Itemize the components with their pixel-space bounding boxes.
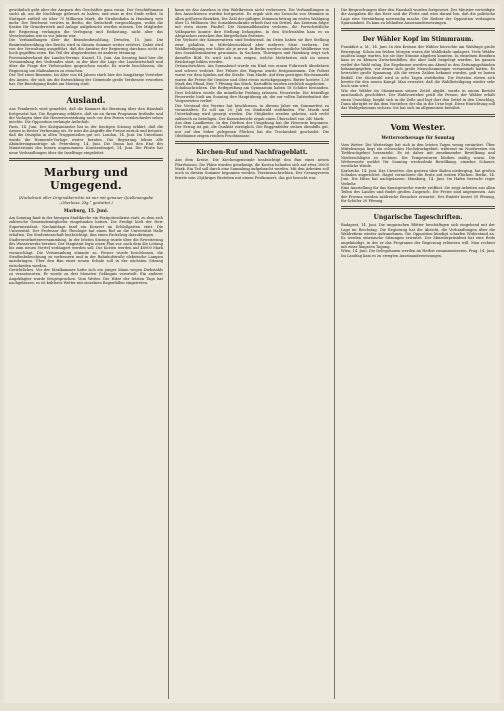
article-text: Karlsruhe, 14. Juni. Das Unwetter, das gestern über Baden niederging, hat großen Schaden angerichtet. Hagel vernichtete die Ernte auf weiten Flächen. Berlin, 14. Juni. Die Hitze hat nachgelassen. Hamburg, 14. Juni. Im Hafen herrscht reger Verkehr. xyxy=(341,168,495,186)
section-heading-marburg: Marburg und Umgegend. xyxy=(44,165,128,192)
article-text: Aus dem Landkreise. In den Dörfern der Umgebung hat die Heuernte begonnen. Der Ertrag ist gut, die Qualität vorzüglich. Die Roggenfelder stehen ebenfalls gut, nur auf den höher gelegenen Flächen hat die Trockenheit geschadet. Die Obstbäume zeigen reichen Fruchtansatz. xyxy=(175,120,329,138)
article-text: Der Tod eines Beamten. Im Alter von 64 Jahren starb hier der langjährige Vorsteher des Amtes, der sich um die Entwicklung der Gemeinde große Verdienste erworben hat. Die Beerdigung findet am Montag statt. xyxy=(9,73,163,86)
article-text: Die Verluste der Konservativen sind bedeutend. Im Osten haben sie ihre Stellung zwar gehalten, in Mitteldeutschland aber mehrere Sitze verloren. Die Wahlbeteiligung war höher als je zuvor. In Berlin wurden sämtliche Wahlkreise von den Sozialdemokraten gewonnen. In Sachsen, Thüringen und Hamburg zeigt sich dasselbe Bild. Es wird sich nun zeigen, welche Mehrheiten sich im neuen Reichstage bilden werden. xyxy=(175,38,329,65)
weather-subhead: Wettervorhersage für Sonntag xyxy=(381,135,455,141)
article-text: Aus Frankreich wird gemeldet, daß die Kammer die Beratung über den Haushalt fortgesetzt hat. Die Regierung erklärte, daß sie an ihrem Programm festhalte und die Vorlagen über die Heeresverstärkung noch vor den Ferien verabschiedet sehen möchte. Die Opposition verlangte Aufschub. xyxy=(9,107,163,125)
section-heading-reichstag: Der Wähler Kopf im Stimmraum. xyxy=(362,36,474,44)
article-text: Provinzialverband der Landes-Vereins. Kassel, 15. Juni. Am Sonntag fand hier die Versammlung des Verbandes statt, in der über die Lage der Landwirtschaft und über die Frage der Viehseuchen gesprochen wurde. Es wurde beschlossen, die Regierung um Maßnahmen zu ersuchen. xyxy=(9,55,163,73)
dateline: Marburg, 15. Juni. xyxy=(63,208,109,214)
article-text: Vom Wetter. Die Wetterlage hat sich in den letzten Tagen wenig verändert. Über Mitteleuropa liegt ein schwaches Hochdruckgebiet, während im Nordwesten ein Tiefdruckgebiet heranzieht. Es ist daher mit zunehmender Bewölkung und Niederschlägen zu rechnen. Die Temperaturen bleiben mäßig warm. Die Wetterwarte meldet für Sonntag wechselnde Bewölkung, einzelne Schauer, westliche Winde. xyxy=(341,142,495,169)
article-text: Schulnachrichten. Die Reifeprüfung am Gymnasium haben 18 Schüler bestanden. Drei Schülern wurde die mündliche Prüfung erlassen. Feuerwehr. Die freiwillige Feuerwehr hielt am Sonntag ihre Hauptübung ab, die zur vollen Zufriedenheit der Vorgesetzten verlief. xyxy=(175,86,329,104)
newspaper-page xyxy=(4,4,500,703)
section-heading-ausland: Ausland. xyxy=(66,95,106,106)
divider xyxy=(175,141,329,144)
article-text: Aus dem Kreise. Die Kirchengemeinde beabsichtigt den Bau eines neuen Pfarrhauses. Die Pläne wurden genehmigt, die Kosten belaufen sich auf etwa 30000 Mark. Ein Teil soll durch eine Sammlung aufgebracht werden. Mit den Arbeiten soll noch in diesem Sommer begonnen werden. Vereinsnachrichten. Der Gesangverein feierte sein 25jähriges Bestehen mit einem Festkonzert, das gut besucht war. xyxy=(175,158,329,180)
article-text: Stadtverordnetenversammlung. In der letzten Sitzung wurde über die Erweiterung des Wasserwerks beraten. Der Magistrat legte einen Plan vor, nach dem die Leitung bis zum neuen Viertel verlängert werden soll. Die Kosten werden auf 48000 Mark veranschlagt. Die Versammlung stimmte zu. Ferner wurde beschlossen, die Straßenbeleuchtung zu verbessern und in der Bahnhofstraße elektrische Lampen anzubringen. Über den Bau einer neuen Schule soll in der nächsten Sitzung entschieden werden. xyxy=(9,237,163,268)
article-text: Am Sonntag fand in der hiesigen Stadtkirche ein Festgottesdienst statt, zu dem sich zahlreiche Gemeindemitglieder eingefunden hatten. Die Predigt hielt der Herr Superintendent. Nachmittags fand ein Konzert im Schloßgarten statt. Die Universität. Der Professor der Theologie hat einen Ruf an die Universität Halle erhalten. Die Studentenschaft beabsichtigt, ihm einen Fackelzug darzubringen. xyxy=(9,215,163,238)
article-text: Die Besprechungen über den Haushalt wurden fortgesetzt. Der Minister verteidigte die Ausgaben für das Heer und die Flotte und wies darauf hin, daß die politische Lage eine Verstärkung notwendig mache. Die Redner der Opposition verlangten Sparsamkeit. Es kam zu lebhaften Auseinandersetzungen. xyxy=(341,8,495,26)
article-text: Der Vorstand des Vereins hat beschlossen, in diesem Jahre ein Sommerfest zu veranstalten. Es soll am 20. Juli im Stadtwald stattfinden. Für Musik und Unterhaltung wird gesorgt werden. Die Mitglieder werden gebeten, sich recht zahlreich zu beteiligen. Der Kassenbericht ergab einen Überschuß von 240 Mark. xyxy=(175,103,329,121)
column-1 xyxy=(9,8,169,699)
divider xyxy=(341,28,495,31)
section-heading-kirchen: Kirchen-Ruf und Nachfrageblatt. xyxy=(196,149,308,157)
article-text: Paris, 14. Juni. Der Kriegsminister hat in der heutigen Sitzung erklärt, daß die Armee in bester Verfassung sei. Er wies die Angriffe der Presse zurück und betonte, daß die Disziplin in allen Truppenteilen gut sei. London, 14. Juni. Im Unterhaus wurde die Homerule-Vorlage weiter beraten. Die Regierung lehnte alle Abänderungsanträge ab. Petersburg, 14. Juni. Die Duma hat den Etat des Ministeriums des Innern angenommen. Konstantinopel, 14. Juni. Die Pforte hat neue Verhandlungen über die Inselfrage eingeleitet. xyxy=(9,124,163,155)
divider xyxy=(341,206,495,209)
divider xyxy=(341,114,495,117)
article-text: Budapest, 14. Juni. Die ungarischen Blätter beschäftigen sich eingehend mit der Lage im Reichstag. Die Regierung hat die Absicht, die Verhandlungen über die Wahlreform wieder aufzunehmen. Die Opposition kündigt scharfen Widerstand an. Es werden stürmische Sitzungen erwartet. Der Ministerpräsident hat eine Rede angekündigt, in der er das Programm der Regierung erläutern will. Man rechnet mit einer längeren Tagung. xyxy=(341,223,495,250)
column-3 xyxy=(341,8,495,699)
article-text: Ortsnachrichten. Am Sonnabend wurde ein Kind von einem Fuhrwerk überfahren und schwer verletzt. Der Führer des Wagens wurde festgenommen. Die Polizei warnt vor dem Spielen auf der Straße. Vom Markt. Auf dem gestrigen Wochenmarkt waren die Preise für Gemüse und Obst etwas zurückgegangen. Butter kostete 1,30 Mark das Pfund, Eier 7 Pfennig das Stück. Kartoffeln wurden reichlich angeboten. xyxy=(175,64,329,86)
article-text: Die Verhandlungen über die Beamtenbesoldung, Dresden, 15. Juni. Die Beamtenbesoldung des Reichs wird in diesem Sommer weiter erörtert. Dabei wird von der Verwaltung ausgeführt, daß die Ansätze der Regierung durchaus nicht zu hoch gegriffen seien. Ein Teil der Abgeordneten ist anderer Meinung. xyxy=(9,38,163,56)
article-text: Frankfurt a. M., 14. Juni. In den Kreisen der Wähler herrschte am Wahltage große Bewegung. Schon am frühen Morgen waren die Wahllokale umlagert. Viele Wähler mußten lange warten, bis sie ihre Stimme abgeben konnten. In einzelnen Bezirken kam es zu kleinen Zwischenfällen, die aber bald beigelegt wurden. Im ganzen verlief die Wahl ruhig. Die Ergebnisse wurden am Abend in den Zeitungsgebäuden bekanntgegeben, vor denen sich große Menschenmengen versammelt hatten. Es herrschte große Spannung. Als die ersten Zahlen bekannt wurden, gab es lauten Beifall. Die Stichwahl wird in acht Tagen stattfinden. Die Parteien rüsten sich bereits für den neuen Kampf. Man erwartet, daß die Wahlbeteiligung wieder sehr hoch sein wird. xyxy=(341,45,495,89)
divider xyxy=(9,158,163,161)
article-text: Wien, 14. Juni. Die Delegationen werden im Herbst zusammentreten. Prag, 14. Juni. Im Landtag kam es zu erregten Auseinandersetzungen. xyxy=(341,249,495,258)
article-text: Gerichtliches. Vor der Strafkammer hatte sich ein junger Mann wegen Diebstahls zu verantworten. Er wurde zu drei Monaten Gefängnis verurteilt. Ein anderer Angeklagter wurde freigesprochen. Vom Wetter. Die Hitze der letzten Tage hat nachgelassen; es ist kühleres Wetter mit einzelnen Regenfällen eingetreten. xyxy=(9,268,163,286)
article-text: kann sie das Ansehen in den Wahlkreisen nicht verbessern. Die Verhandlungen in den Ausschüssen wurden fortgesetzt. Es ergab sich ein Zuwachs von Stimmen in allen größeren Bezirken. Die Zahl der gültigen Stimmen betrug im ersten Wahlgang über 12 Millionen. Die Sozialdemokratie erhielt fast ein Drittel, das Zentrum folgte mit etwa einem Fünftel. Die Nationalliberalen verloren, die Fortschrittliche Volkspartei konnte ihre Stellung behaupten. In den Stichwahlen kam es zu Absprachen zwischen den bürgerlichen Parteien. xyxy=(175,8,329,39)
column-2 xyxy=(175,8,335,699)
section-heading-wetter: Vom Wester. xyxy=(390,121,446,132)
article-text: gewöhnlich geht aber der Ansporn des Geschäftes ganz voran. Der Geschäftsmann sucht ab, um die Nachfrage gefreuet zu halten, und zwar in der Stadt selbst. In Stuttgart entließ sie über 75 Millionen Mark, die Straßenbahn in Hamburg weit mehr. Der Reichsrat verwies in Berlin, die Zeitschrift vorgeschlagen, wobei die Kosten für Grunderwerb und Anlage aufgebracht werden müssen. Die Mitglieder der Regierung verlangen die Verlegung und Entlastung, nicht aber das Verschwinden wie es vor Jahren war. xyxy=(9,8,163,39)
section-heading-ungarisch: Ungarische Tageschriften. xyxy=(373,214,463,222)
reprint-notice: (Nachdruck aller Originalberichte ist nur mit genauer Quellenangabe „Oberhess. Ztg.“ gestattet.) xyxy=(18,194,154,205)
divider xyxy=(9,89,163,90)
article-text: Eine Ausstellung für das Kunstgewerbe wurde eröffnet. Sie zeigt Arbeiten aus allen Teilen des Landes und findet großen Zuspruch. Die Preise sind angemessen. Aus der Provinz werden zahlreiche Besucher erwartet. Der Eintritt kostet 50 Pfennig, für Schüler 20 Pfennig. xyxy=(341,185,495,203)
article-text: Wie der Wähler im Stimmraum seinen Zettel abgibt, wurde in einem Bericht anschaulich geschildert. Der Wahlvorsteher prüft die Person, der Wähler erhält einen Umschlag, begibt sich in die Zelle und legt dort den Zettel in den Umschlag. Dann übergibt er ihn dem Vorsteher, der ihn in die Urne legt. Diese Einrichtung soll das Wahlgeheimnis sichern. Sie hat sich im allgemeinen bewährt. xyxy=(341,88,495,111)
